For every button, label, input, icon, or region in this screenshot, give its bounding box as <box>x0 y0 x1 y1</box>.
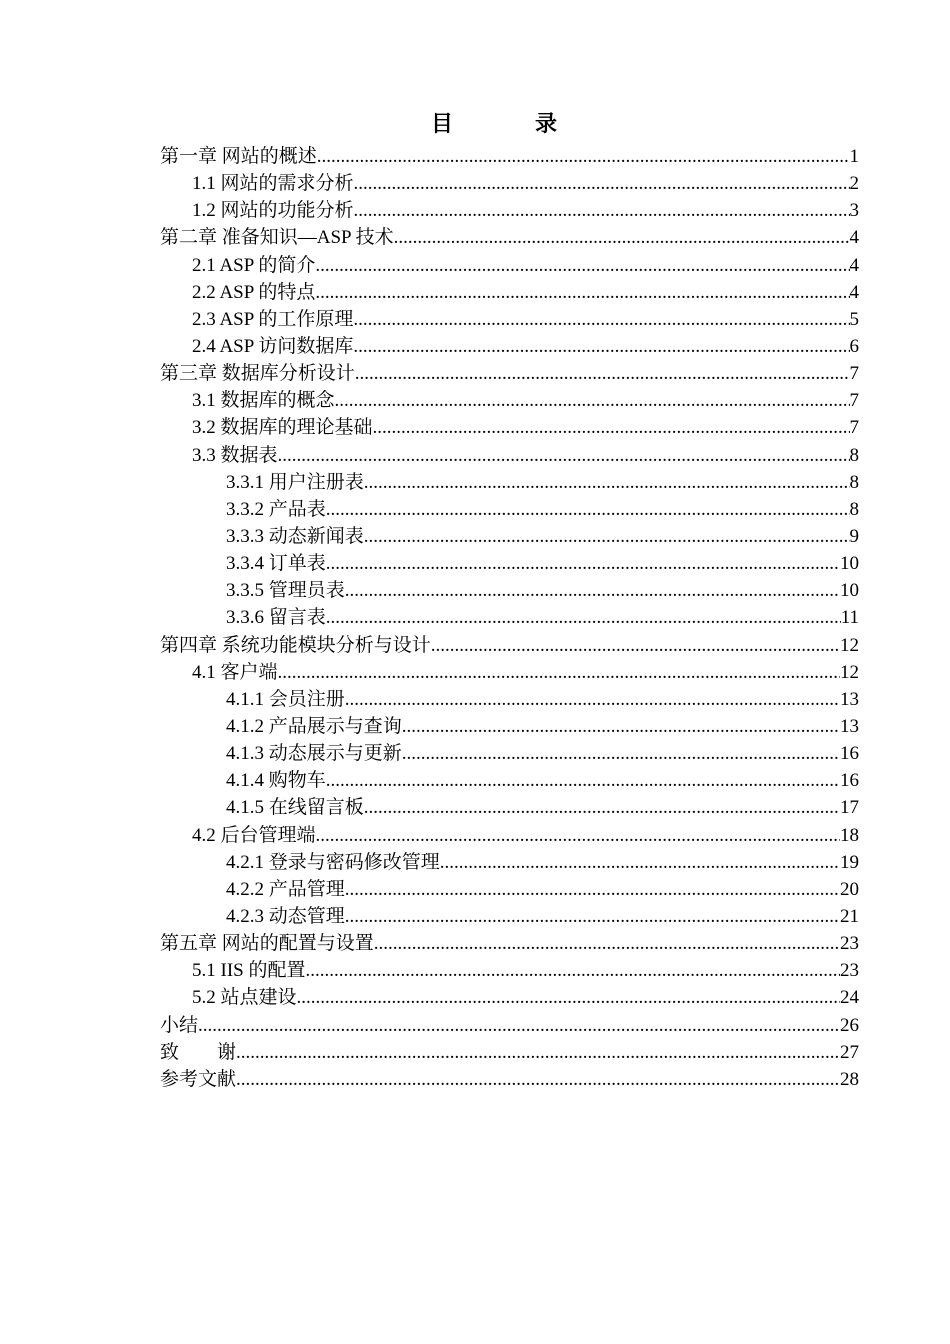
toc-entry-page-number: 19 <box>840 851 859 873</box>
toc-entry[interactable] <box>160 442 859 469</box>
toc-entry[interactable] <box>160 849 859 876</box>
toc-entry[interactable] <box>160 1039 859 1066</box>
toc-leader-dots <box>326 550 840 577</box>
toc-entry-text: 第二章 准备知识—ASP 技术 <box>160 227 394 249</box>
toc-entry[interactable] <box>160 197 859 224</box>
toc-entry[interactable] <box>160 550 859 577</box>
toc-leader-dots <box>431 632 840 659</box>
toc-entry[interactable] <box>160 387 859 414</box>
toc-entry-text: 致 谢 <box>160 1041 237 1063</box>
toc-entry-page-number: 7 <box>849 417 859 439</box>
toc-entry-text: 第五章 网站的配置与设置 <box>160 933 374 955</box>
toc-entry[interactable] <box>160 984 859 1011</box>
toc-entry-text: 4.1.2 产品展示与查询 <box>226 715 402 737</box>
toc-entry-text: 3.2 数据库的理论基础 <box>192 417 373 439</box>
toc-leader-dots <box>402 713 840 740</box>
toc-entry[interactable] <box>160 822 859 849</box>
toc-entry-page-number: 8 <box>849 498 859 520</box>
toc-leader-dots <box>373 414 850 441</box>
toc-entry-text: 3.3 数据表 <box>192 444 278 466</box>
toc-entry[interactable] <box>160 1012 859 1039</box>
toc-entry-page-number: 12 <box>840 634 859 656</box>
toc-entry-page-number: 7 <box>849 363 859 385</box>
toc-entry[interactable] <box>160 876 859 903</box>
toc-leader-dots <box>315 252 849 279</box>
toc-leader-dots <box>317 143 850 170</box>
toc-entry-page-number: 8 <box>849 444 859 466</box>
toc-entry-page-number: 23 <box>840 960 859 982</box>
toc-entry-page-number: 28 <box>840 1068 859 1090</box>
toc-leader-dots <box>440 849 840 876</box>
toc-entry-text: 4.1 客户端 <box>192 661 278 683</box>
toc-leader-dots <box>326 604 841 631</box>
toc-entry[interactable] <box>160 1066 859 1093</box>
toc-entry-page-number: 23 <box>840 933 859 955</box>
toc-entry-text: 3.3.2 产品表 <box>226 498 326 520</box>
toc-entry-page-number: 13 <box>840 688 859 710</box>
toc-entry-page-number: 16 <box>840 770 859 792</box>
toc-entry-page-number: 16 <box>840 743 859 765</box>
toc-entry[interactable] <box>160 496 859 523</box>
toc-entry[interactable] <box>160 252 859 279</box>
toc-entry[interactable] <box>160 170 859 197</box>
toc-entry-page-number: 3 <box>849 200 859 222</box>
toc-leader-dots <box>355 360 850 387</box>
toc-entry[interactable] <box>160 469 859 496</box>
toc-entry-page-number: 4 <box>849 281 859 303</box>
toc-leader-dots <box>394 224 850 251</box>
toc-leader-dots <box>316 822 840 849</box>
toc-entry-page-number: 27 <box>840 1041 859 1063</box>
toc-entry-text: 4.1.3 动态展示与更新 <box>226 743 402 765</box>
toc-entry-text: 4.2.3 动态管理 <box>226 905 345 927</box>
toc-entry-page-number: 21 <box>840 905 859 927</box>
toc-entry-text: 4.2.2 产品管理 <box>226 878 345 900</box>
toc-title: 目 录 <box>430 111 587 136</box>
toc-entry[interactable] <box>160 279 859 306</box>
toc-entry[interactable] <box>160 713 859 740</box>
toc-entry[interactable] <box>160 740 859 767</box>
toc-leader-dots <box>326 767 840 794</box>
toc-leader-dots <box>305 957 840 984</box>
toc-leader-dots <box>353 306 849 333</box>
toc-leader-dots <box>364 794 840 821</box>
toc-entry[interactable] <box>160 224 859 251</box>
toc-entry-page-number: 10 <box>840 553 859 575</box>
toc-entry-text: 2.1 ASP 的简介 <box>192 254 316 276</box>
toc-leader-dots <box>236 1039 840 1066</box>
toc-entry-text: 3.3.1 用户注册表 <box>226 471 364 493</box>
toc-entry-page-number: 26 <box>840 1014 859 1036</box>
toc-entry-page-number: 12 <box>840 661 859 683</box>
toc-leader-dots <box>402 740 840 767</box>
toc-entry[interactable] <box>160 414 859 441</box>
toc-entry-page-number: 6 <box>849 335 859 357</box>
toc-entry-text: 4.2.1 登录与密码修改管理 <box>226 851 440 873</box>
toc-leader-dots <box>198 1012 840 1039</box>
toc-leader-dots <box>353 333 849 360</box>
toc-leader-dots <box>278 659 840 686</box>
toc-leader-dots <box>354 170 850 197</box>
toc-entry-text: 3.3.3 动态新闻表 <box>226 525 364 547</box>
toc-entry[interactable] <box>160 333 859 360</box>
toc-entry-text: 2.4 ASP 访问数据库 <box>192 335 354 357</box>
toc-entry[interactable] <box>160 659 859 686</box>
toc-entry-text: 小结 <box>160 1014 199 1036</box>
toc-leader-dots <box>345 577 840 604</box>
toc-entry-text: 参考文献 <box>160 1068 237 1090</box>
toc-entry-page-number: 5 <box>849 308 859 330</box>
toc-entry-text: 3.3.4 订单表 <box>226 553 326 575</box>
toc-leader-dots <box>345 876 840 903</box>
toc-entry-text: 第三章 数据库分析设计 <box>160 363 355 385</box>
toc-entry[interactable] <box>160 930 859 957</box>
toc-leader-dots <box>345 686 840 713</box>
toc-entry-text: 第一章 网站的概述 <box>160 146 317 167</box>
toc-entry-text: 3.3.5 管理员表 <box>226 580 345 602</box>
toc-entry-text: 4.1.5 在线留言板 <box>226 797 364 819</box>
toc-entry[interactable] <box>160 957 859 984</box>
toc-entry-page-number: 13 <box>840 715 859 737</box>
toc-entry-page-number: 8 <box>849 471 859 493</box>
toc-entry-page-number: 9 <box>849 525 859 547</box>
toc-entry[interactable] <box>160 604 859 631</box>
toc-leader-dots <box>236 1066 840 1093</box>
toc-entry[interactable] <box>160 632 859 659</box>
toc-entry-text: 2.2 ASP 的特点 <box>192 281 316 303</box>
toc-entry-text: 3.1 数据库的概念 <box>192 390 335 412</box>
toc-leader-dots <box>364 523 850 550</box>
toc-entry-text: 4.1.4 购物车 <box>226 770 326 792</box>
toc-entry-page-number: 17 <box>840 797 859 819</box>
toc-entry-page-number: 20 <box>840 878 859 900</box>
toc-entry-page-number: 10 <box>840 580 859 602</box>
toc-entry-page-number: 1 <box>849 146 859 167</box>
table-of-contents <box>160 143 859 1093</box>
toc-entry-page-number: 18 <box>840 824 859 846</box>
toc-leader-dots <box>315 279 849 306</box>
toc-entry-text: 1.2 网站的功能分析 <box>192 200 354 222</box>
toc-entry-text: 4.2 后台管理端 <box>192 824 316 846</box>
toc-entry-page-number: 11 <box>840 607 859 629</box>
toc-leader-dots <box>345 903 840 930</box>
toc-entry[interactable] <box>160 794 859 821</box>
toc-leader-dots <box>354 197 850 224</box>
toc-entry-page-number: 2 <box>849 173 859 195</box>
toc-entry[interactable] <box>160 686 859 713</box>
toc-entry[interactable] <box>160 143 859 170</box>
toc-entry-text: 1.1 网站的需求分析 <box>192 173 354 195</box>
toc-leader-dots <box>374 930 840 957</box>
toc-leader-dots <box>364 469 850 496</box>
toc-entry-page-number: 4 <box>849 254 859 276</box>
toc-entry-text: 第四章 系统功能模块分析与设计 <box>160 634 431 656</box>
toc-entry-page-number: 24 <box>840 987 859 1009</box>
toc-entry-page-number: 4 <box>849 227 859 249</box>
toc-entry-page-number: 7 <box>849 390 859 412</box>
toc-leader-dots <box>335 387 850 414</box>
toc-leader-dots <box>326 496 850 523</box>
toc-entry[interactable] <box>160 306 859 333</box>
toc-leader-dots <box>297 984 840 1011</box>
toc-entry-text: 5.2 站点建设 <box>192 987 297 1009</box>
toc-leader-dots <box>278 442 850 469</box>
toc-entry[interactable] <box>160 360 859 387</box>
toc-entry[interactable] <box>160 903 859 930</box>
toc-entry[interactable] <box>160 523 859 550</box>
toc-entry-text: 5.1 IIS 的配置 <box>192 960 306 982</box>
toc-entry-text: 3.3.6 留言表 <box>226 607 326 629</box>
toc-entry-text: 2.3 ASP 的工作原理 <box>192 308 354 330</box>
toc-entry[interactable] <box>160 577 859 604</box>
toc-entry-text: 4.1.1 会员注册 <box>226 688 345 710</box>
toc-entry[interactable] <box>160 767 859 794</box>
